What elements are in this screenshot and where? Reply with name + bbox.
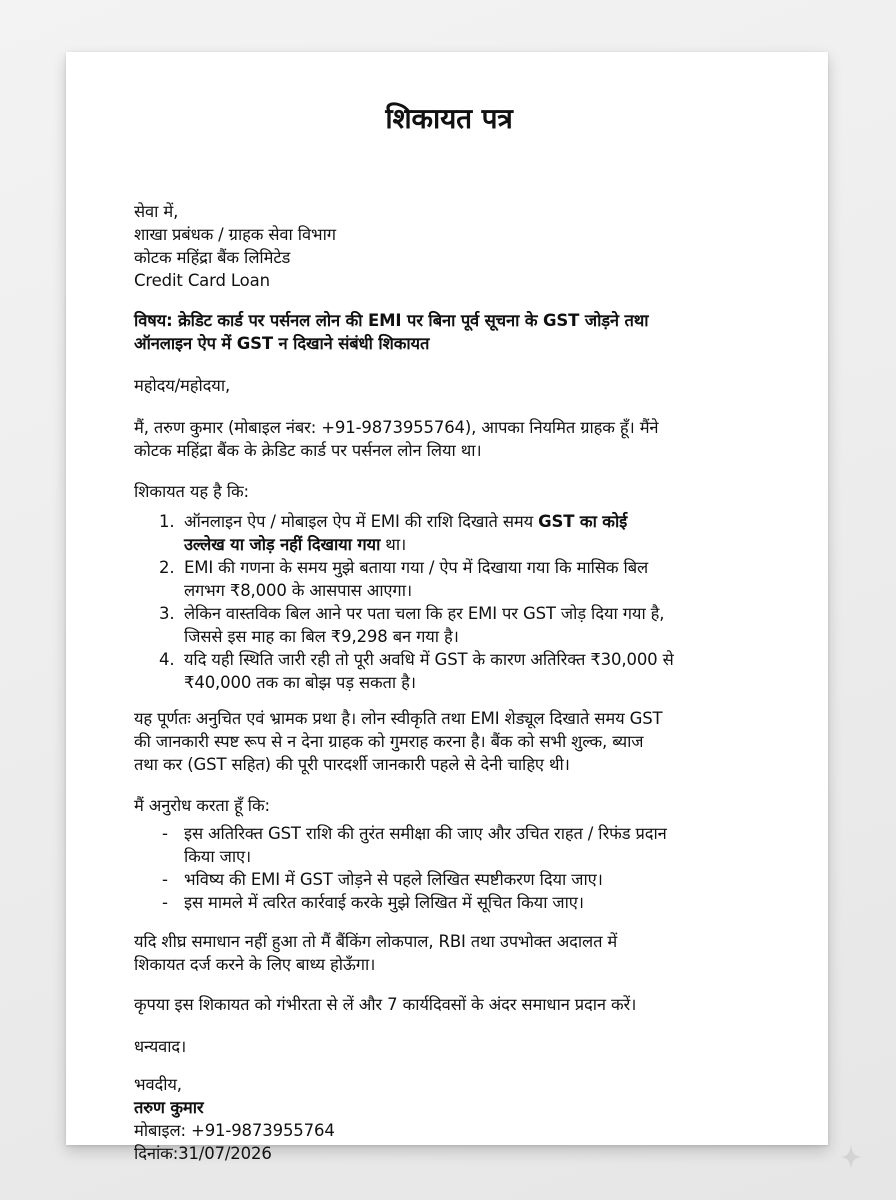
paragraph-line: की जानकारी स्पष्ट रूप से न देना ग्राहक को गुमराह करना है। बैंक को सभी शुल्क, ब्याज <box>134 732 644 751</box>
complaint-text: EMI की गणना के समय मुझे बताया गया / ऐप में दिखाया गया कि मासिक बिल <box>184 558 649 577</box>
list-marker: - <box>162 870 168 889</box>
list-item <box>134 556 774 602</box>
complaint-text: ₹40,000 तक का बोझ पड़ सकता है। <box>184 673 416 692</box>
request-text: इस अतिरिक्त GST राशि की तुरंत समीक्षा की जाए और उचित राहत / रिफंड प्रदान <box>184 824 667 843</box>
list-item <box>134 868 774 891</box>
explanation-paragraph <box>134 707 774 776</box>
warning-paragraph <box>134 930 774 976</box>
salutation: महोदय/महोदया, <box>134 376 231 395</box>
request-list <box>134 822 774 914</box>
sparkle-icon <box>840 1144 862 1170</box>
list-item <box>134 602 774 648</box>
list-item <box>134 510 774 556</box>
warning-line: यदि शीघ्र समाधान नहीं हुआ तो मैं बैंकिंग लोकपाल, RBI तथा उपभोक्त अदालत में <box>134 932 618 951</box>
intro-line: कोटक महिंद्रा बैंक के क्रेडिट कार्ड पर पर्सनल लोन लिया था। <box>134 441 482 460</box>
recipient-line: सेवा में, <box>134 202 179 221</box>
request-text: भविष्य की EMI में GST जोड़ने से पहले लिखित स्पष्टीकरण दिया जाए। <box>184 870 603 889</box>
complaint-text: जिससे इस माह का बिल ₹9,298 बन गया है। <box>184 627 459 646</box>
list-item <box>134 822 774 868</box>
recipient-line: शाखा प्रबंधक / ग्राहक सेवा विभाग <box>134 225 336 244</box>
complaint-text: लेकिन वास्तविक बिल आने पर पता चला कि हर EMI पर GST जोड़ दिया गया है, <box>184 604 665 623</box>
complaint-emphasis: GST का कोई <box>538 512 628 531</box>
warning-line: शिकायत दर्ज करने के लिए बाध्य होऊँगा। <box>134 955 376 974</box>
intro-line: मैं, तरुण कुमार (मोबाइल नंबर: +91-9873955764), आपका नियमित ग्राहक हूँ। मैंने <box>134 418 659 437</box>
letter-date: दिनांक:31/07/2026 <box>134 1144 272 1163</box>
complaint-emphasis: उल्लेख या जोड़ नहीं दिखाया गया <box>184 535 381 554</box>
closing-line: भवदीय, <box>134 1075 182 1094</box>
recipient-line: Credit Card Loan <box>134 271 270 290</box>
request-text: किया जाए। <box>184 847 252 866</box>
complaint-heading: शिकायत यह है कि: <box>134 482 249 501</box>
request-heading: मैं अनुरोध करता हूँ कि: <box>134 796 270 815</box>
plea-paragraph: कृपया इस शिकायत को गंभीरता से लें और 7 कार्यदिवसों के अंदर समाधान प्रदान करें। <box>134 995 637 1014</box>
list-marker: 4. <box>159 650 175 669</box>
signature-block <box>134 1073 774 1165</box>
letter-title: शिकायत पत्र <box>385 102 513 135</box>
complaint-text: लगभग ₹8,000 के आसपास आएगा। <box>184 581 412 600</box>
list-marker: - <box>162 824 168 843</box>
complaint-text: ऑनलाइन ऐप / मोबाइल ऐप में EMI की राशि दिखाते समय <box>184 512 539 531</box>
letter-page <box>66 52 828 1163</box>
list-marker: - <box>162 893 168 912</box>
paragraph-line: यह पूर्णतः अनुचित एवं भ्रामक प्रथा है। लोन स्वीकृति तथा EMI शेड्यूल दिखाते समय GST <box>134 709 663 728</box>
subject <box>134 309 774 355</box>
thanks-line: धन्यवाद। <box>134 1037 187 1056</box>
paragraph-line: तथा कर (GST सहित) की पूरी पारदर्शी जानकारी पहले से देनी चाहिए थी। <box>134 755 570 774</box>
request-text: इस मामले में त्वरित कार्रवाई करके मुझे लिखित में सूचित किया जाए। <box>184 893 584 912</box>
recipient-line: कोटक महिंद्रा बैंक लिमिटेड <box>134 248 291 267</box>
list-marker: 1. <box>159 512 175 531</box>
list-item <box>134 648 774 694</box>
subject-line: विषय: क्रेडिट कार्ड पर पर्सनल लोन की EMI पर बिना पूर्व सूचना के GST जोड़ने तथा <box>134 311 649 330</box>
complaint-text: यदि यही स्थिति जारी रही तो पूरी अवधि में GST के कारण अतिरिक्त ₹30,000 से <box>184 650 674 669</box>
subject-line: ऑनलाइन ऐप में GST न दिखाने संबंधी शिकायत <box>134 334 430 353</box>
list-marker: 2. <box>159 558 175 577</box>
complaint-text: था। <box>380 535 407 554</box>
list-marker: 3. <box>159 604 175 623</box>
sender-mobile: मोबाइल: +91-9873955764 <box>134 1121 335 1140</box>
recipient-address <box>134 200 774 292</box>
list-item <box>134 891 774 914</box>
complaint-list <box>134 510 774 694</box>
sender-name: तरुण कुमार <box>134 1098 204 1117</box>
intro-paragraph <box>134 416 774 462</box>
